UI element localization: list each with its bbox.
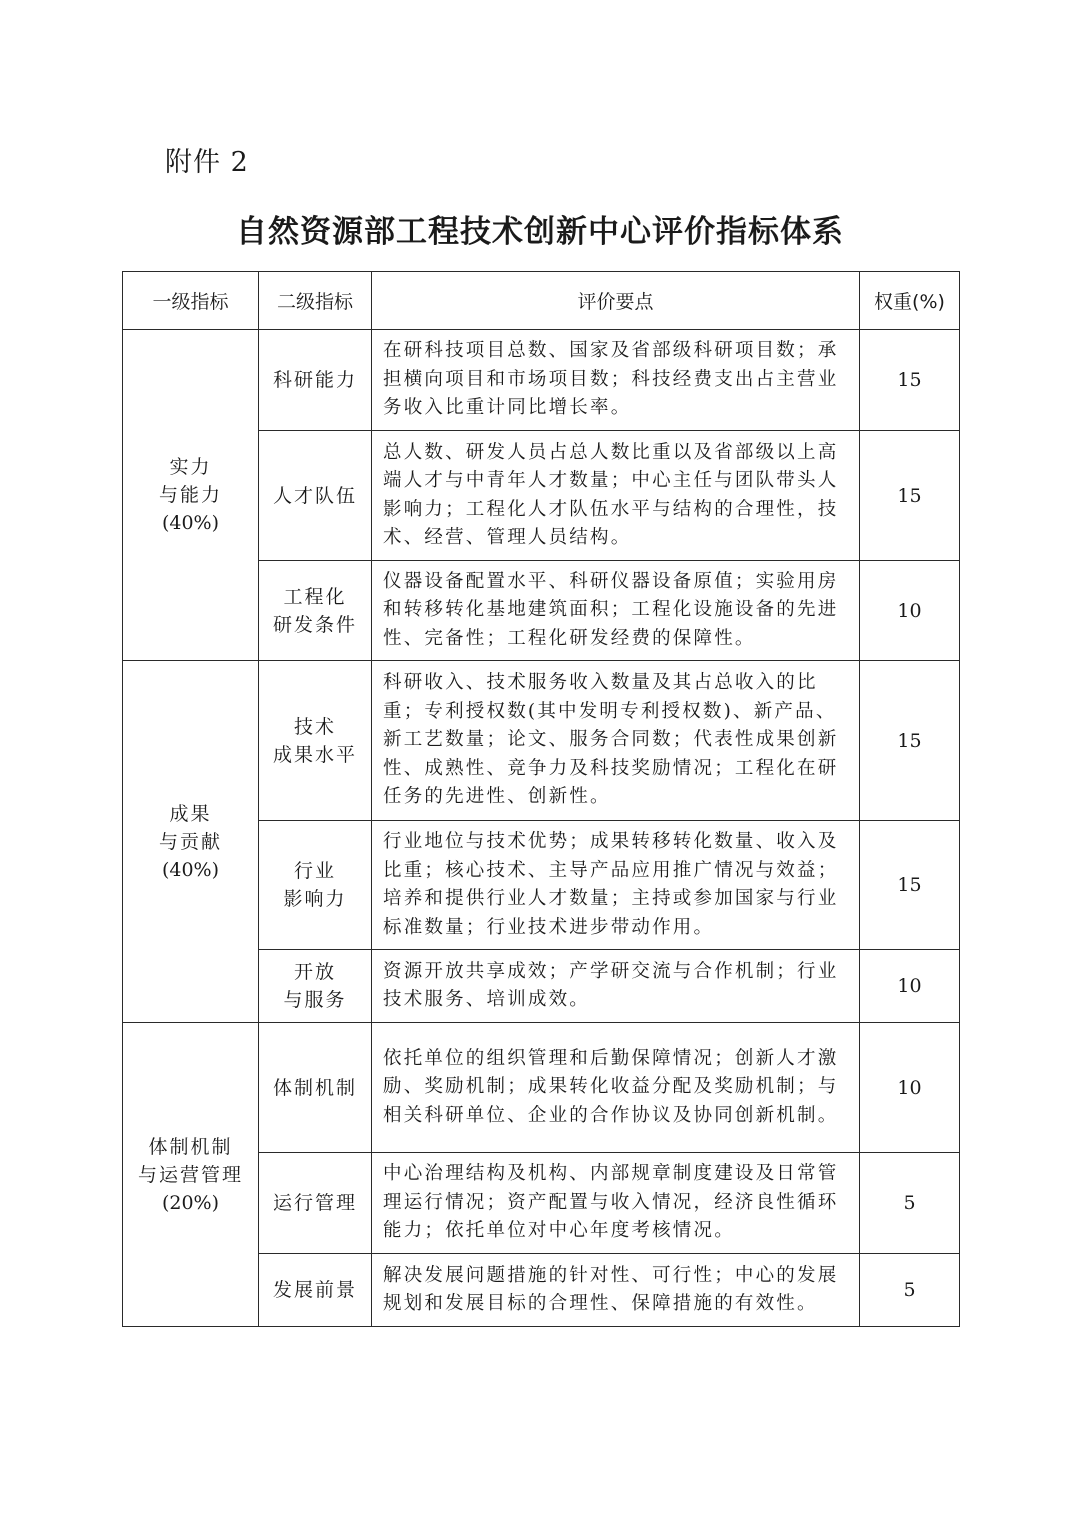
evaluation-points: 行业地位与技术优势；成果转移转化数量、收入及比重；核心技术、主导产品应用推广情况与效益；培养和提供行业人才数量；主持或参加国家与行业标准数量；行业技术进步带动作用。	[372, 821, 860, 950]
evaluation-points: 总人数、研发人员占总人数比重以及省部级以上高端人才与中青年人才数量；中心主任与团队带头人影响力；工程化人才队伍水平与结构的合理性，技术、经营、管理人员结构。	[372, 431, 860, 561]
level2-indicator	[259, 1153, 372, 1254]
level1-line: 与能力	[158, 484, 222, 506]
level1-line: 与运营管理	[137, 1163, 243, 1186]
evaluation-points: 仪器设备配置水平、科研仪器设备原值；实验用房和转移转化基地建筑面积；工程化设施设备的先进性、完备性；工程化研发经费的保障性。	[372, 561, 860, 661]
level2-line: 行业	[293, 860, 336, 882]
weight-value: 10	[860, 1023, 960, 1153]
evaluation-points: 科研收入、技术服务收入数量及其占总收入的比重；专利授权数(其中发明专利授权数)、新产品、新工艺数量；论文、服务合同数；代表性成果创新性、成熟性、竞争力及科技奖励情况；工程化在研任务的先进性、创新性。	[372, 661, 860, 821]
level1-line: 与贡献	[158, 830, 222, 853]
level2-line: 科研能力	[272, 369, 357, 391]
weight-value: 15	[860, 431, 960, 561]
column-header-weight: 权重(%)	[860, 272, 960, 330]
level1-indicator	[123, 330, 259, 661]
level2-line: 发展前景	[272, 1279, 357, 1301]
level2-indicator	[259, 1254, 372, 1327]
evaluation-index-table	[122, 271, 960, 1327]
level1-weight: (40%)	[161, 858, 220, 881]
level2-indicator	[259, 561, 372, 661]
column-header-level2: 二级指标	[259, 272, 372, 330]
level1-line: 成果	[169, 802, 212, 825]
level1-indicator	[123, 1023, 259, 1327]
level2-line: 研发条件	[272, 613, 357, 636]
level2-indicator	[259, 661, 372, 821]
level2-line: 人才队伍	[272, 484, 357, 507]
evaluation-points: 在研科技项目总数、国家及省部级科研项目数；承担横向项目和市场项目数；科技经费支出占主营业务收入比重计同比增长率。	[372, 330, 860, 431]
level2-line: 与服务	[283, 989, 347, 1011]
table-row	[123, 661, 960, 821]
level2-line: 工程化	[283, 585, 347, 608]
level1-line: 体制机制	[148, 1135, 233, 1158]
weight-value: 15	[860, 661, 960, 821]
level1-indicator	[123, 661, 259, 1023]
level2-line: 体制机制	[272, 1076, 357, 1099]
level2-indicator	[259, 950, 372, 1023]
evaluation-points: 中心治理结构及机构、内部规章制度建设及日常管理运行情况；资产配置与收入情况，经济良性循环能力；依托单位对中心年度考核情况。	[372, 1153, 860, 1254]
level2-indicator	[259, 431, 372, 561]
evaluation-points: 依托单位的组织管理和后勤保障情况；创新人才激励、奖励机制；成果转化收益分配及奖励机制；与相关科研单位、企业的合作协议及协同创新机制。	[372, 1023, 860, 1153]
table-header-row	[123, 272, 960, 330]
document-title: 自然资源部工程技术创新中心评价指标体系	[236, 214, 844, 250]
level2-line: 运行管理	[272, 1192, 357, 1214]
table-row	[123, 1023, 960, 1153]
evaluation-points: 解决发展问题措施的针对性、可行性；中心的发展规划和发展目标的合理性、保障措施的有效性。	[372, 1254, 860, 1327]
table-row	[123, 330, 960, 431]
level2-indicator	[259, 330, 372, 431]
level1-weight: (40%)	[161, 512, 220, 534]
column-header-points: 评价要点	[372, 272, 860, 330]
weight-value: 5	[860, 1153, 960, 1254]
level2-line: 影响力	[283, 888, 347, 910]
evaluation-points: 资源开放共享成效；产学研交流与合作机制；行业技术服务、培训成效。	[372, 950, 860, 1023]
column-header-level1: 一级指标	[123, 272, 259, 330]
level2-line: 成果水平	[272, 743, 357, 766]
attachment-label: 附件 2	[165, 147, 249, 178]
weight-value: 10	[860, 950, 960, 1023]
weight-value: 5	[860, 1254, 960, 1327]
level1-line: 实力	[169, 456, 212, 478]
level2-indicator	[259, 821, 372, 950]
weight-value: 15	[860, 821, 960, 950]
weight-value: 10	[860, 561, 960, 661]
level2-indicator	[259, 1023, 372, 1153]
weight-value: 15	[860, 330, 960, 431]
level1-weight: (20%)	[161, 1191, 220, 1214]
level2-line: 技术	[293, 715, 336, 738]
level2-line: 开放	[293, 961, 336, 983]
